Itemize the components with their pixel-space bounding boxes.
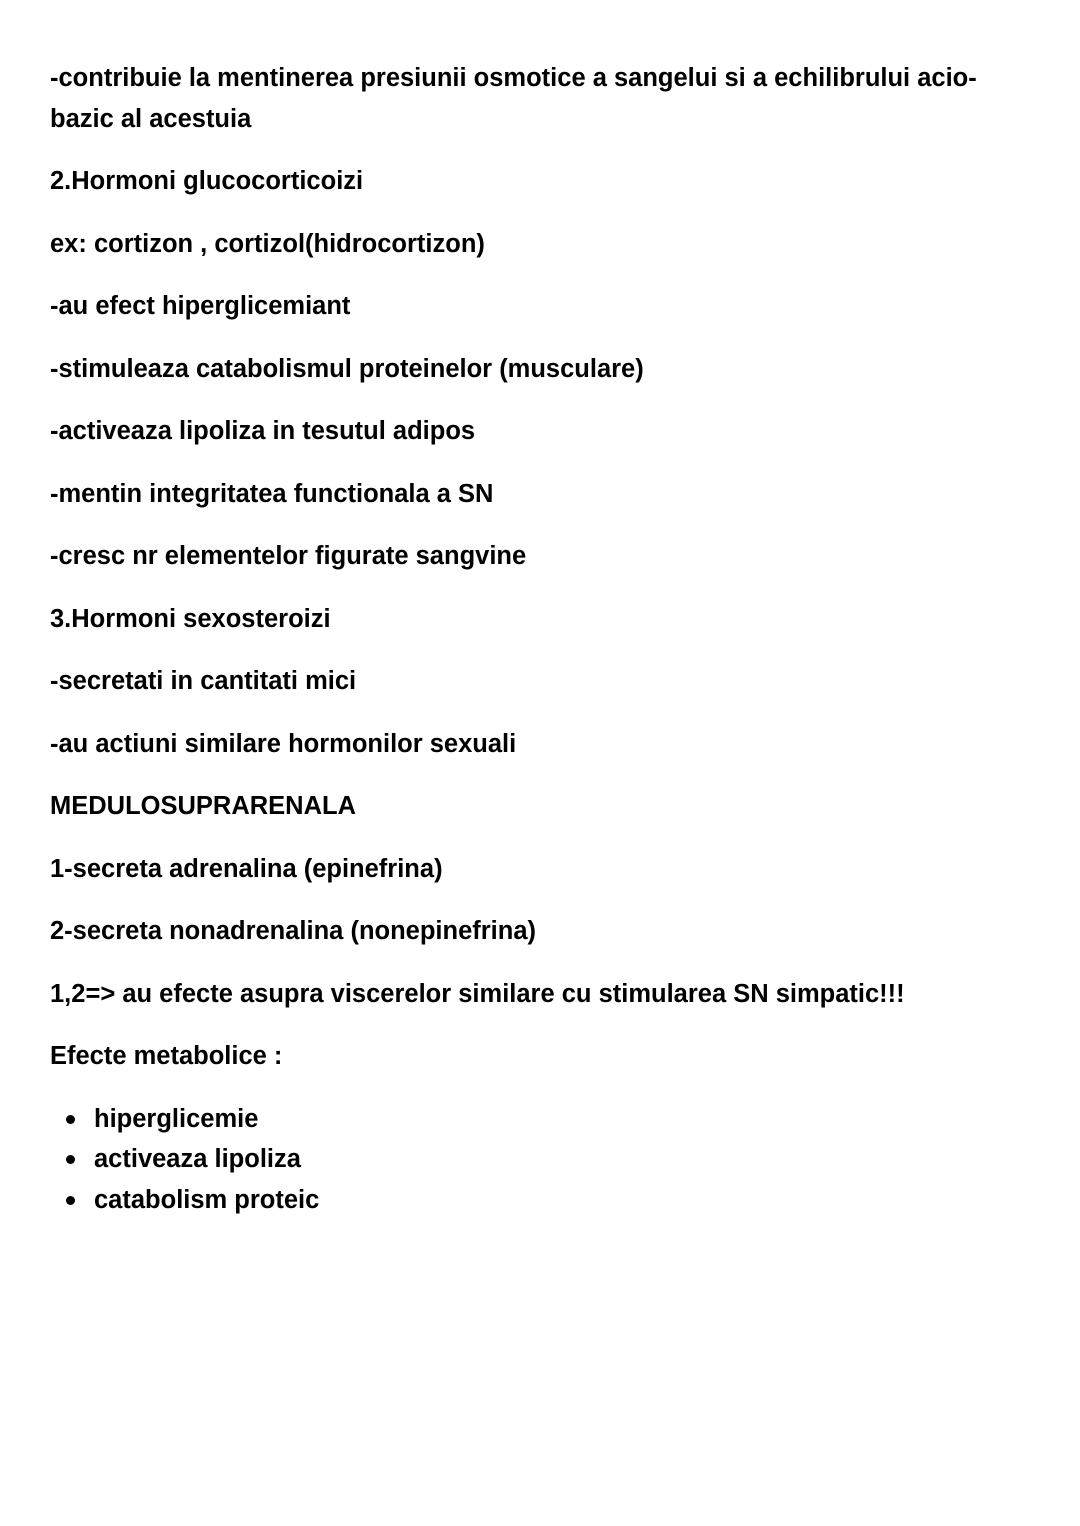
text-line-hyperglycemic: -au efect hiperglicemiant	[50, 292, 351, 320]
document-page	[50, 58, 1010, 1220]
text-line-adrenaline: 1-secreta adrenalina (epinefrina)	[50, 854, 443, 883]
list-item	[50, 1099, 1010, 1140]
list-item-label: hiperglicemie	[94, 1104, 259, 1133]
text-line-osmotic: -contribuie la mentinerea presiunii osmotice a sangelui si a echilibrului acio-bazic al acestuia	[50, 64, 977, 133]
list-item	[50, 1139, 1010, 1180]
text-line-noradrenaline: 2-secreta nonadrenalina (nonepinefrina)	[50, 917, 537, 945]
heading-metabolic-effects: Efecte metabolice :	[50, 1042, 283, 1070]
text-line-lipolysis: -activeaza lipoliza in tesutul adipos	[50, 417, 476, 445]
list-item	[50, 1180, 1010, 1221]
text-line-protein-catabolism: -stimuleaza catabolismul proteinelor (musculare)	[50, 354, 644, 383]
list-item-label: activeaza lipoliza	[94, 1145, 301, 1173]
text-line-sn-integrity: -mentin integritatea functionala a SN	[50, 479, 494, 508]
bullet-icon	[66, 1155, 75, 1164]
text-line-examples: ex: cortizon , cortizol(hidrocortizon)	[50, 229, 485, 258]
heading-sexosteroids: 3.Hormoni sexosteroizi	[50, 604, 331, 633]
text-line-small-quantities: -secretati in cantitati mici	[50, 667, 357, 695]
heading-glucocorticoids: 2.Hormoni glucocorticoizi	[50, 167, 364, 195]
text-line-visceral-effects: 1,2=> au efecte asupra viscerelor similare cu stimularea SN simpatic!!!	[50, 979, 905, 1008]
metabolic-effects-list	[50, 1099, 1010, 1221]
text-line-blood-elements: -cresc nr elementelor figurate sangvine	[50, 542, 527, 570]
heading-medulosuprarenala: MEDULOSUPRARENALA	[50, 792, 356, 820]
bullet-icon	[66, 1115, 75, 1124]
list-item-label: catabolism proteic	[94, 1185, 320, 1214]
bullet-icon	[66, 1196, 75, 1205]
text-line-sexual-hormones: -au actiuni similare hormonilor sexuali	[50, 729, 517, 758]
